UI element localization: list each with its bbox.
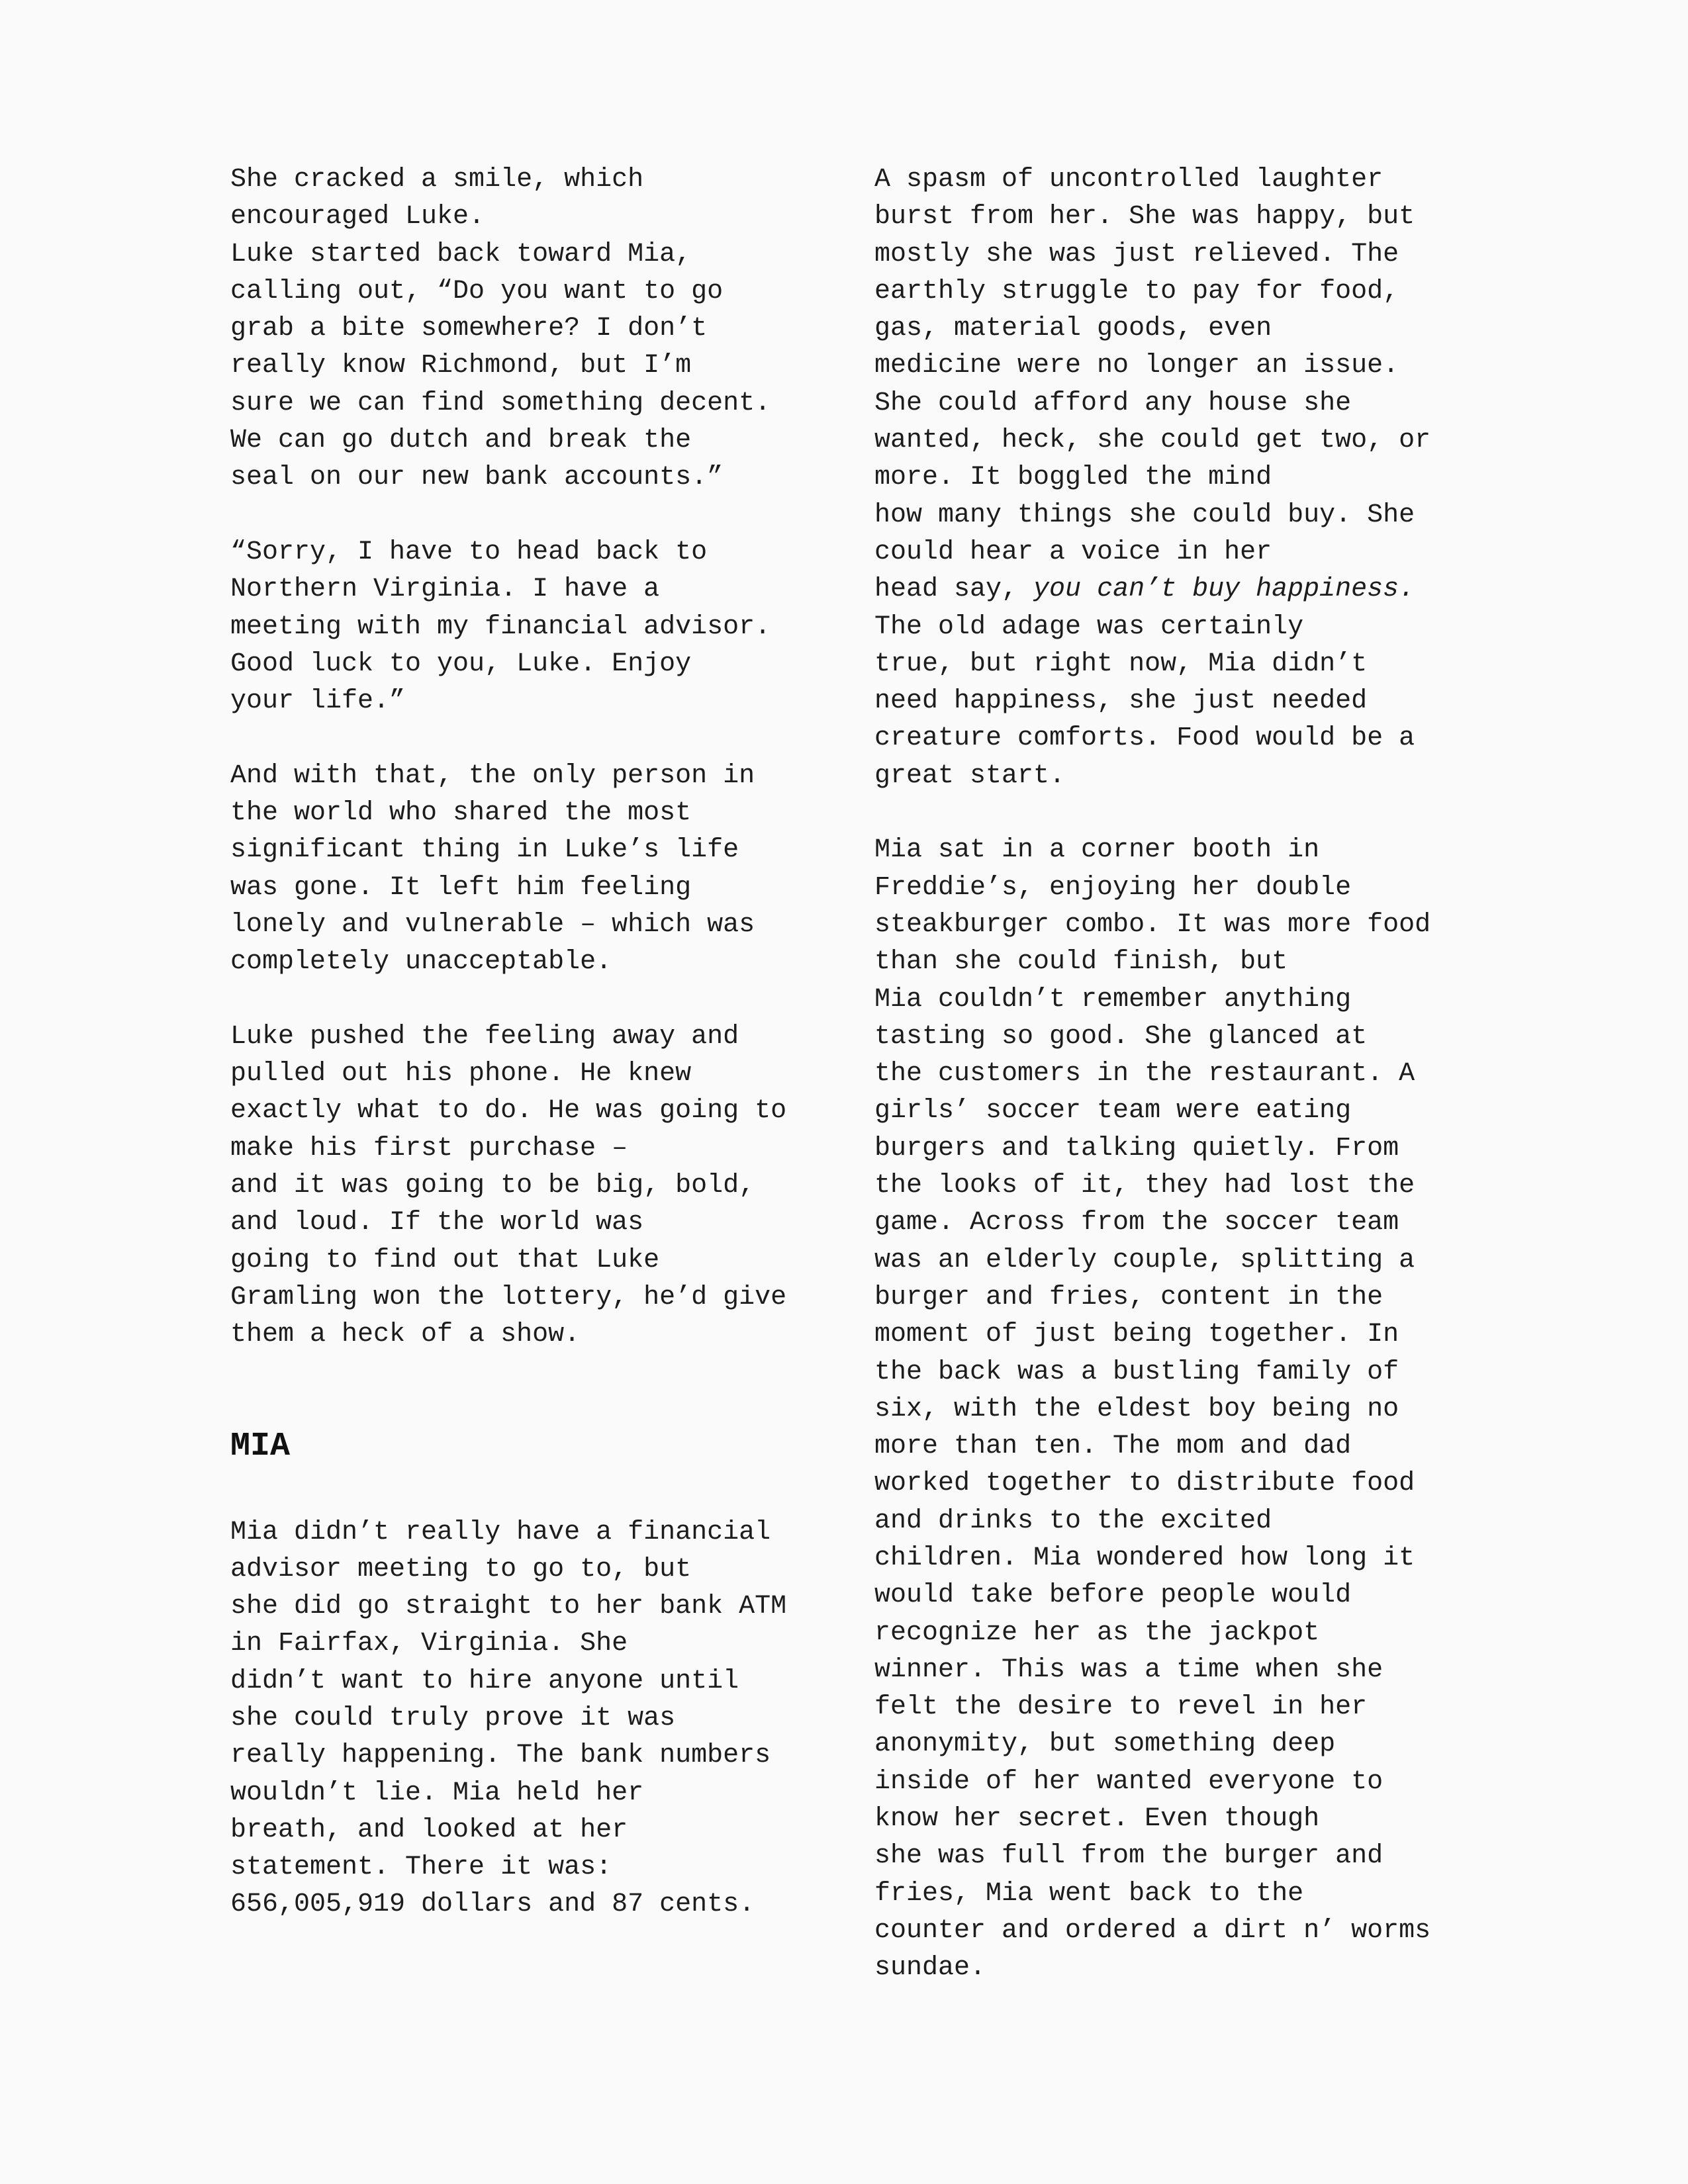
text-line <box>874 571 1490 608</box>
text-line: your life.” <box>230 686 406 717</box>
text-line: and loud. If the world was <box>230 1208 644 1238</box>
text-line: Luke started back toward Mia, <box>230 239 692 269</box>
text-line: than she could finish, but <box>874 947 1288 978</box>
text-line: six, with the eldest boy being no <box>874 1394 1399 1424</box>
text-line: The old adage was certainly <box>874 612 1304 642</box>
text-line: Mia didn’t really have a financial <box>230 1517 771 1547</box>
text-line: could hear a voice in her <box>874 537 1272 567</box>
text-line: the looks of it, they had lost the <box>874 1171 1415 1201</box>
paragraph <box>230 534 846 720</box>
text-line: she did go straight to her bank ATM <box>230 1592 787 1622</box>
right-column <box>874 161 1490 1987</box>
text-line: encouraged Luke. <box>230 202 485 232</box>
text-line: the back was a bustling family of <box>874 1357 1399 1387</box>
text-line: children. Mia wondered how long it <box>874 1543 1415 1573</box>
text-line: Mia couldn’t remember anything <box>874 984 1352 1015</box>
text-line: make his first purchase – <box>230 1133 628 1163</box>
text-line: statement. There it was: <box>230 1852 612 1883</box>
text-line: didn’t want to hire anyone until <box>230 1666 739 1696</box>
text-span: head say, <box>874 574 1034 605</box>
text-line: she was full from the burger and <box>874 1841 1383 1872</box>
paragraph <box>874 161 1490 795</box>
text-line: more than ten. The mom and dad <box>874 1432 1352 1462</box>
text-line: exactly what to do. He was going to <box>230 1096 787 1126</box>
text-line: mostly she was just relieved. The <box>874 239 1399 269</box>
text-line: burger and fries, content in the <box>874 1282 1383 1312</box>
text-line: Good luck to you, Luke. Enjoy <box>230 649 692 679</box>
paragraph <box>230 1019 846 1354</box>
text-line: And with that, the only person in <box>230 760 755 791</box>
text-line: tasting so good. She glanced at <box>874 1021 1368 1052</box>
text-line: the world who shared the most <box>230 798 692 829</box>
text-line: the customers in the restaurant. A <box>874 1059 1415 1089</box>
text-line: anonymity, but something deep <box>874 1729 1336 1760</box>
text-line: true, but right now, Mia didn’t <box>874 649 1368 679</box>
text-line: would take before people would <box>874 1580 1352 1611</box>
text-line: pulled out his phone. He knew <box>230 1059 692 1089</box>
text-line: advisor meeting to go to, but <box>230 1554 692 1584</box>
text-line: Gramling won the lottery, he’d give <box>230 1282 787 1312</box>
text-line: know her secret. Even though <box>874 1804 1320 1835</box>
text-line: Freddie’s, enjoying her double <box>874 872 1352 903</box>
text-line: was an elderly couple, splitting a <box>874 1245 1415 1275</box>
text-line: sure we can find something decent. <box>230 388 771 418</box>
text-line: She could afford any house she <box>874 388 1352 418</box>
text-line: really happening. The bank numbers <box>230 1741 771 1771</box>
text-line: calling out, “Do you want to go <box>230 276 724 306</box>
text-line: completely unacceptable. <box>230 947 612 978</box>
text-line: was gone. It left him feeling <box>230 872 692 903</box>
text-line: worked together to distribute food <box>874 1469 1415 1499</box>
paragraph <box>230 758 846 981</box>
text-line: wouldn’t lie. Mia held her <box>230 1778 644 1808</box>
text-line: wanted, heck, she could get two, or <box>874 426 1431 456</box>
paragraph <box>874 832 1490 1987</box>
text-line: meeting with my financial advisor. <box>230 612 771 642</box>
text-line: creature comforts. Food would be a <box>874 723 1415 754</box>
text-line: felt the desire to revel in her <box>874 1692 1368 1723</box>
text-line: Mia sat in a corner booth in <box>874 835 1320 866</box>
text-line: great start. <box>874 760 1066 791</box>
text-line: in Fairfax, Virginia. She <box>230 1629 628 1659</box>
text-line: how many things she could buy. She <box>874 500 1415 530</box>
text-line: game. Across from the soccer team <box>874 1208 1399 1238</box>
text-line: more. It boggled the mind <box>874 463 1272 493</box>
text-line: earthly struggle to pay for food, <box>874 276 1399 306</box>
text-line: She cracked a smile, which <box>230 165 644 195</box>
text-line: significant thing in Luke’s life <box>230 835 739 866</box>
text-line: really know Richmond, but I’m <box>230 351 692 381</box>
text-line: moment of just being together. In <box>874 1320 1399 1350</box>
text-line: medicine were no longer an issue. <box>874 351 1399 381</box>
text-line: burgers and talking quietly. From <box>874 1133 1399 1163</box>
text-line: she could truly prove it was <box>230 1703 676 1733</box>
text-line: A spasm of uncontrolled laughter <box>874 165 1383 195</box>
text-line: “Sorry, I have to head back to <box>230 537 708 567</box>
text-line: seal on our new bank accounts.” <box>230 463 724 493</box>
text-line: breath, and looked at her <box>230 1815 628 1845</box>
paragraph <box>230 161 846 497</box>
italic-quote: you can’t buy happiness. <box>1033 574 1415 605</box>
text-line: gas, material goods, even <box>874 314 1272 344</box>
text-line: going to find out that Luke <box>230 1245 660 1275</box>
text-line: counter and ordered a dirt n’ worms <box>874 1915 1431 1946</box>
text-line: Northern Virginia. I have a <box>230 574 660 605</box>
text-line: Luke pushed the feeling away and <box>230 1021 739 1052</box>
text-line: fries, Mia went back to the <box>874 1878 1304 1909</box>
text-line: need happiness, she just needed <box>874 686 1368 717</box>
text-line: burst from her. She was happy, but <box>874 202 1415 232</box>
text-line: winner. This was a time when she <box>874 1655 1383 1685</box>
text-line: sundae. <box>874 1953 986 1983</box>
text-line: recognize her as the jackpot <box>874 1617 1320 1648</box>
text-line: girls’ soccer team were eating <box>874 1096 1352 1126</box>
text-line: 656,005,919 dollars and 87 cents. <box>230 1889 755 1920</box>
text-line: We can go dutch and break the <box>230 426 692 456</box>
text-line: grab a bite somewhere? I don’t <box>230 314 708 344</box>
paragraph <box>230 1514 846 1924</box>
text-line: lonely and vulnerable – which was <box>230 909 755 940</box>
chapter-heading: MIA <box>230 1427 291 1465</box>
text-line: inside of her wanted everyone to <box>874 1766 1383 1797</box>
text-line: and drinks to the excited <box>874 1506 1272 1536</box>
text-line: and it was going to be big, bold, <box>230 1171 755 1201</box>
text-line: them a heck of a show. <box>230 1320 581 1350</box>
left-column <box>230 161 846 1924</box>
text-line: steakburger combo. It was more food <box>874 909 1431 940</box>
